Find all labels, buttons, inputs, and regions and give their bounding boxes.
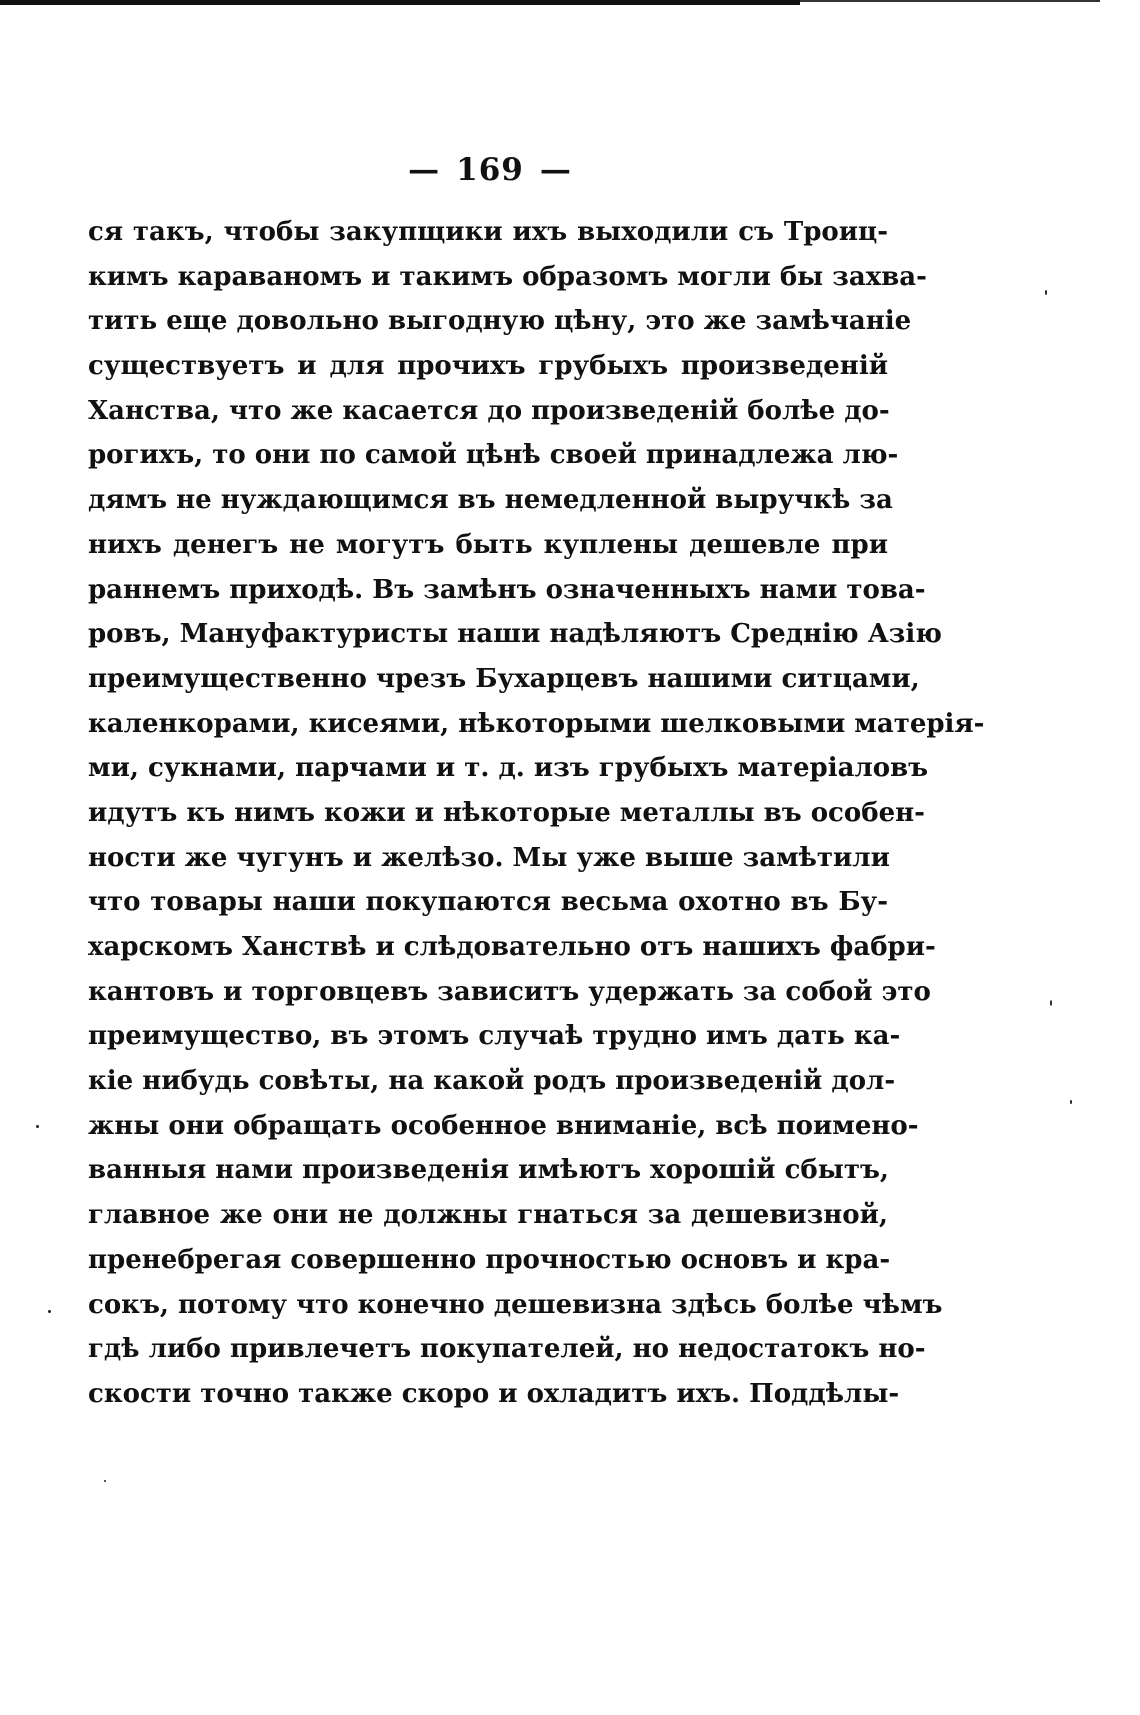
text-line: нихъ денегъ не могутъ быть куплены дешевле при	[88, 529, 888, 560]
scan-speck	[1070, 1100, 1072, 1104]
text-line: каленкорами, кисеями, нѣкоторыми шелковыми матерія-	[88, 708, 985, 739]
scan-speck	[48, 1310, 51, 1313]
text-line: жны они обращать особенное вниманіе, всѣ поимено-	[88, 1110, 919, 1141]
text-line: кантовъ и торговцевъ зависитъ удержать за собой это	[88, 976, 931, 1007]
text-line: идутъ къ нимъ кожи и нѣкоторые металлы въ особен-	[88, 797, 925, 828]
scan-speck	[1050, 1000, 1052, 1006]
page-number-dash-right: —	[539, 152, 572, 188]
text-line: что товары наши покупаются весьма охотно въ Бу-	[88, 887, 888, 918]
text-line: раннемъ приходѣ. Въ замѣнъ означенныхъ нами това-	[88, 574, 926, 605]
scan-speck	[1045, 290, 1047, 295]
text-line: скости точно также скоро и охладитъ ихъ. Поддѣлы-	[88, 1378, 900, 1409]
text-line: преимущественно чрезъ Бухарцевъ нашими ситцами,	[88, 663, 920, 694]
text-line: ванныя нами произведенія имѣютъ хорошій сбытъ,	[88, 1155, 889, 1186]
text-line: дямъ не нуждающимся въ немедленной выручкѣ за	[88, 485, 893, 516]
scan-edge-rule	[0, 0, 800, 5]
text-line: ровъ, Мануфактуристы наши надѣляютъ Среднію Азію	[88, 619, 942, 650]
body-text	[88, 210, 985, 1417]
text-line: харскомъ Ханствѣ и слѣдовательно отъ нашихъ фабри-	[88, 932, 936, 962]
text-line: кіе нибудь совѣты, на какой родъ произведеній дол-	[88, 1066, 896, 1097]
text-line: кимъ караваномъ и такимъ образомъ могли бы захва-	[88, 261, 927, 292]
text-line: преимущество, въ этомъ случаѣ трудно имъ дать ка-	[88, 1021, 901, 1052]
page-number	[0, 152, 980, 188]
text-line: Ханства, что же касается до произведеній болѣе до-	[88, 395, 890, 426]
text-line: существуетъ и для прочихъ грубыхъ произведеній	[88, 351, 888, 382]
text-line: ми, сукнами, парчами и т. д. изъ грубыхъ матеріаловъ	[88, 753, 929, 784]
text-line: гдѣ либо привлечетъ покупателей, но недостатокъ но-	[88, 1334, 926, 1365]
text-line: ности же чугунъ и желѣзо. Мы уже выше замѣтили	[88, 842, 890, 873]
page-number-dash-left: —	[408, 152, 441, 188]
scan-speck	[104, 1480, 106, 1482]
text-line: ся такъ, чтобы закупщики ихъ выходили съ Троиц-	[88, 217, 888, 247]
text-line: рогихъ, то они по самой цѣнѣ своей принадлежа лю-	[88, 440, 899, 471]
scan-speck	[36, 1125, 39, 1128]
scan-edge-rule-thin	[800, 0, 1100, 2]
text-line: сокъ, потому что конечно дешевизна здѣсь болѣе чѣмъ	[88, 1289, 943, 1320]
page-number-value: 169	[456, 152, 524, 188]
text-line: тить еще довольно выгодную цѣну, это же замѣчаніе	[88, 306, 912, 337]
text-line: пренебрегая совершенно прочностью основъ и кра-	[88, 1244, 891, 1275]
text-line: главное же они не должны гнаться за дешевизной,	[88, 1200, 888, 1231]
